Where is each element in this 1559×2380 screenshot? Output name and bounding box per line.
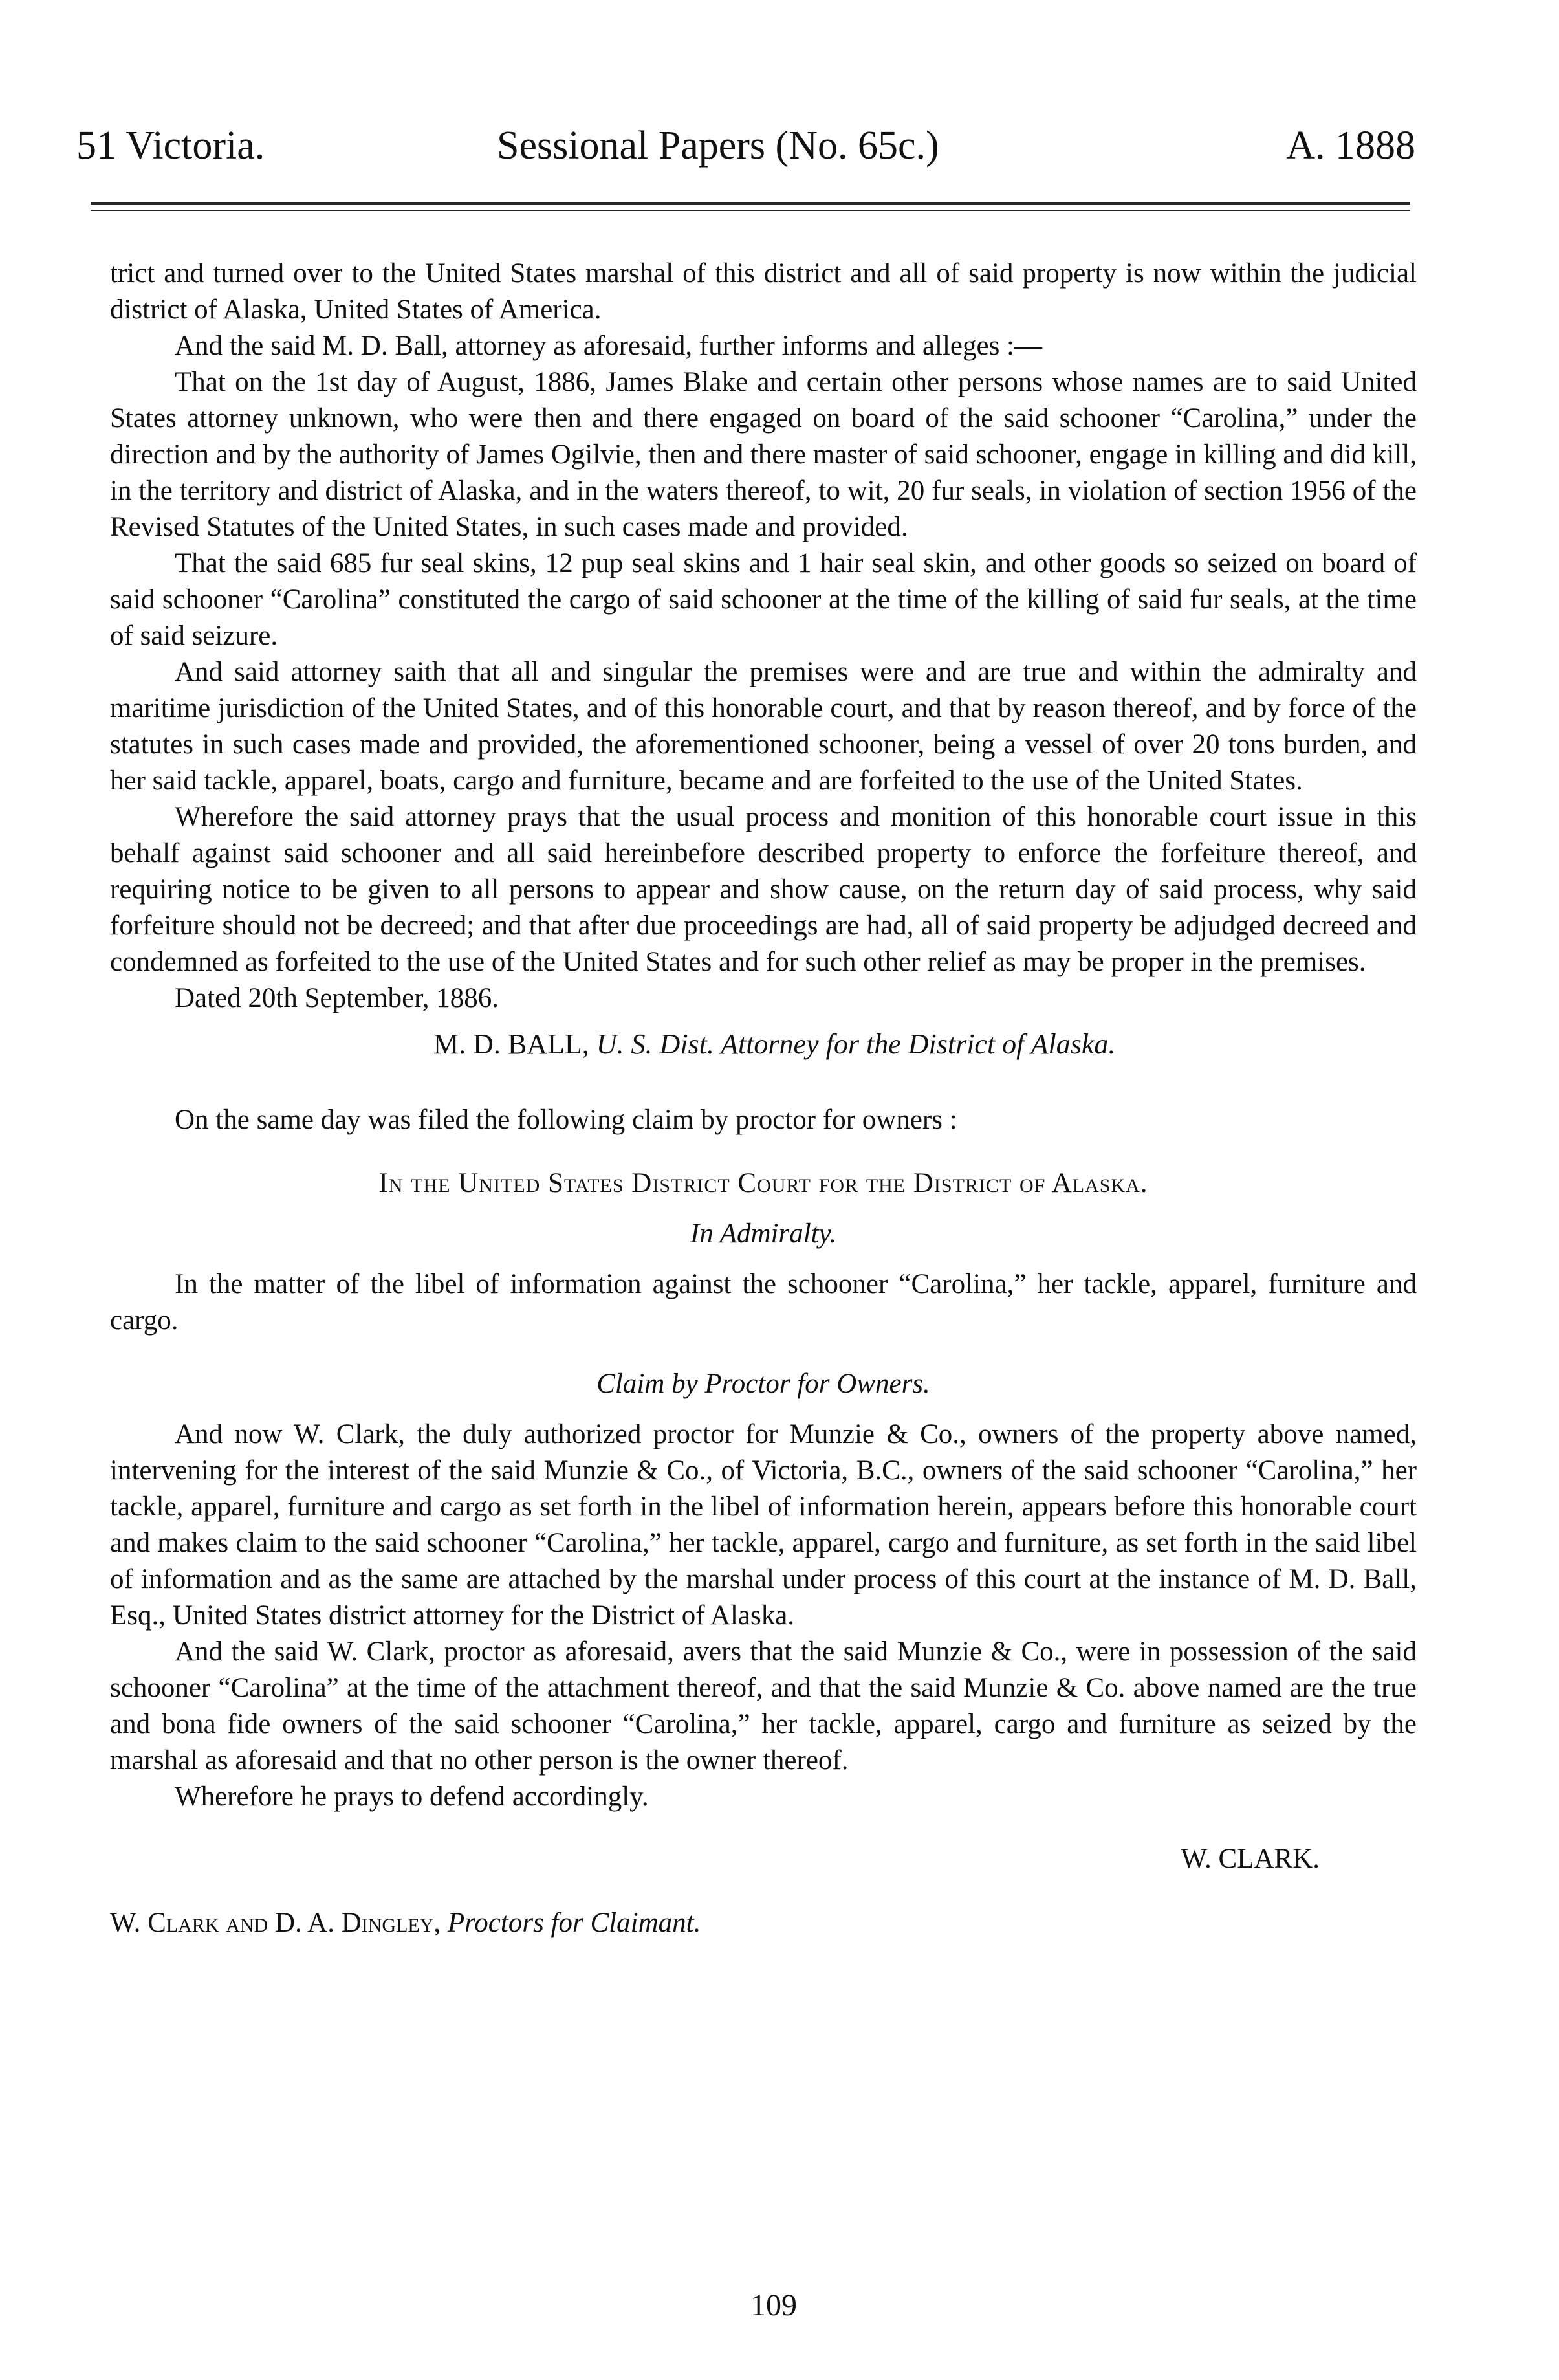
claim-paragraph-avers: And the said W. Clark, proctor as aforesaid, avers that the said Munzie & Co., were in possession of the said schooner “Carolina” at the time of the attachment thereof, and that the said Munzie & Co. above named are the true and bona fide owners of the said schooner “Carolina,” her tackle, apparel, cargo and furniture as seized by the marshal as aforesaid and that no other person is the owner thereof.	[110, 1636, 1417, 1776]
dated-line: Dated 20th September, 1886.	[175, 983, 499, 1013]
court-title: In the United States District Court for the District of Alaska.	[378, 1168, 1148, 1198]
header-year: A. 1888	[1286, 124, 1415, 168]
proctors-title: Proctors for Claimant.	[447, 1908, 701, 1938]
signature-ball-name: M. D. BALL,	[433, 1028, 589, 1060]
proctors-line	[110, 1905, 1417, 1941]
header-volume: 51 Victoria.	[76, 124, 265, 168]
matter-paragraph: In the matter of the libel of information against the schooner “Carolina,” her tackle, apparel, furniture and cargo.	[110, 1269, 1417, 1336]
paragraph-august: That on the 1st day of August, 1886, James Blake and certain other persons whose names are to said United States attorney unknown, who were then and there engaged on board of the said schooner “Carolina,” under the direction and by the authority of James Ogilvie, then and there master of said schooner, engage in killing and did kill, in the territory and district of Alaska, and in the waters thereof, to wit, 20 fur seals, in violation of section 1956 of the Revised Statutes of the United States, in such cases made and provided.	[110, 367, 1417, 542]
page-number: 109	[750, 2288, 797, 2322]
claim-heading: Claim by Proctor for Owners.	[596, 1369, 930, 1399]
paragraph-continuation: trict and turned over to the United States marshal of this district and all of said property is now within the judicial district of Alaska, United States of America.	[110, 258, 1417, 325]
document-body	[110, 256, 1417, 1941]
paragraph-jurisdiction: And said attorney saith that all and singular the premises were and are true and within the admiralty and maritime jurisdiction of the United States, and of this honorable court, and that by reason thereof, and by force of the statutes in such cases made and provided, the aforementioned schooner, being a vessel of over 20 tons burden, and her said tackle, apparel, boats, cargo and furniture, became and are forfeited to the use of the United States.	[110, 657, 1417, 796]
admiralty-heading: In Admiralty.	[690, 1218, 837, 1249]
signature-clark: W. CLARK.	[1181, 1844, 1320, 1874]
signature-ball	[110, 1026, 1417, 1063]
signature-ball-title: U. S. Dist. Attorney for the District of Alaska.	[596, 1028, 1116, 1060]
paragraph-informs: And the said M. D. Ball, attorney as aforesaid, further informs and alleges :—	[175, 331, 1042, 361]
claim-paragraph-wherefore: Wherefore he prays to defend accordingly.	[175, 1781, 649, 1812]
header-rule-thick	[91, 202, 1410, 205]
claim-paragraph-now: And now W. Clark, the duly authorized proctor for Munzie & Co., owners of the property above named, intervening for the interest of the said Munzie & Co., of Victoria, B.C., owners of the said schooner “Carolina,” her tackle, apparel, furniture and cargo as set forth in the libel of information herein, appears before this honorable court and makes claim to the said schooner “Carolina,” her tackle, apparel, cargo and furniture, as set forth in the said libel of information and as the same are attached by the marshal under process of this court at the instance of M. D. Ball, Esq., United States district attorney for the District of Alaska.	[110, 1419, 1417, 1631]
header-title: Sessional Papers (No. 65c.)	[497, 124, 939, 168]
proctors-names: W. Clark and D. A. Dingley,	[110, 1908, 441, 1938]
page-header	[76, 123, 1415, 175]
paragraph-seal-skins: That the said 685 fur seal skins, 12 pup seal skins and 1 hair seal skin, and other goods so seized on board of said schooner “Carolina” constituted the cargo of said schooner at the time of the killing of said fur seals, at the time of said seizure.	[110, 548, 1417, 651]
paragraph-wherefore: Wherefore the said attorney prays that the usual process and monition of this honorable court issue in this behalf against said schooner and all said hereinbefore described property to enforce the forfeiture thereof, and requiring notice to be given to all persons to appear and show cause, on the return day of said process, why said forfeiture should not be decreed; and that after due proceedings are had, all of said property be adjudged decreed and condemned as forfeited to the use of the United States and for such other relief as may be proper in the premises.	[110, 802, 1417, 977]
claim-intro: On the same day was filed the following claim by proctor for owners :	[175, 1105, 957, 1135]
header-rule-thin	[91, 210, 1410, 211]
